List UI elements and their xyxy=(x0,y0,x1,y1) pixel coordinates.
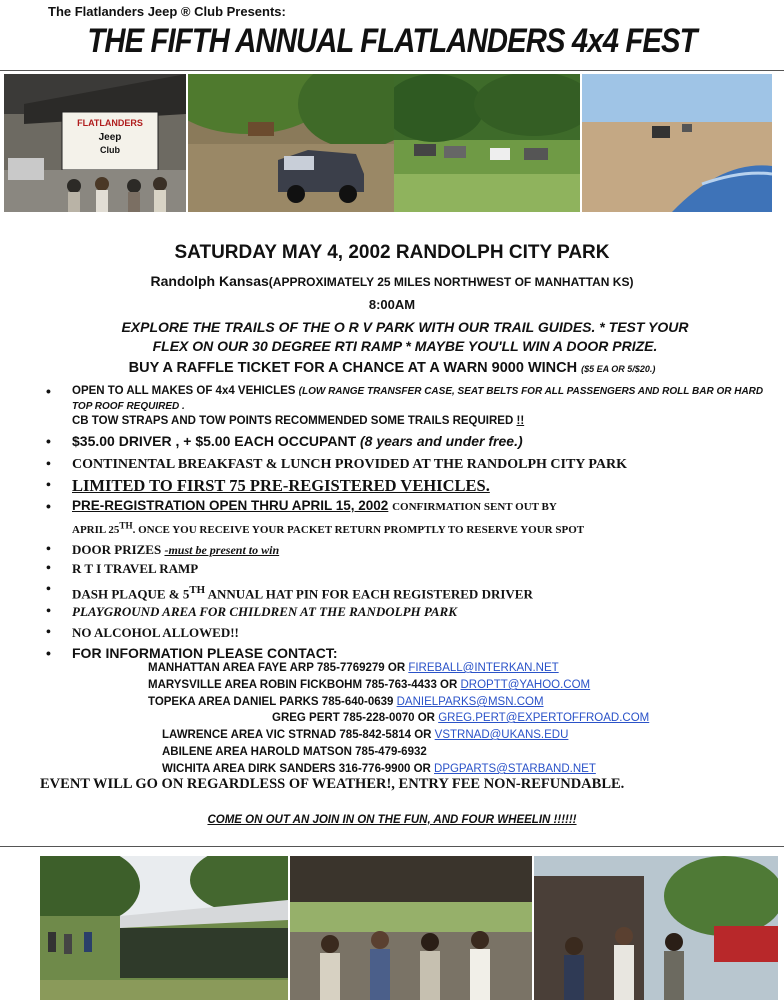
photo-picnic-crowd xyxy=(290,856,532,1000)
explore-text xyxy=(40,318,770,356)
raffle-text: BUY A RAFFLE TICKET FOR A CHANCE AT A WARN 9000 WINCH xyxy=(128,360,578,376)
list-item-preregistration xyxy=(46,497,776,540)
fee-note: (8 years and under free.) xyxy=(360,433,523,449)
contact-email-link[interactable]: DPGPARTS@STARBAND.NET xyxy=(434,763,596,775)
list-item-breakfast: • CONTINENTAL BREAKFAST & LUNCH PROVIDED AT THE RANDOLPH CITY PARK xyxy=(46,455,776,475)
vehicles-bang: !! xyxy=(516,415,525,427)
prereg-confirm: CONFIRMATION SENT OUT BY xyxy=(392,501,557,513)
list-item-info xyxy=(46,643,776,663)
contact-topeka xyxy=(148,696,544,708)
explore-line-2: FLEX ON OUR 30 DEGREE RTI RAMP * MAYBE YOU'LL WIN A DOOR PRIZE. xyxy=(152,338,658,354)
event-title: THE FIFTH ANNUAL FLATLANDERS 4x4 FEST xyxy=(87,22,697,60)
contact-email-link[interactable]: DROPTT@YAHOO.COM xyxy=(460,679,591,691)
contact-details: WICHITA AREA DIRK SANDERS 316-776-9900 OR xyxy=(162,763,435,775)
contact-email-link[interactable]: VSTRNAD@UKANS.EDU xyxy=(434,729,569,741)
contact-abilene xyxy=(162,746,427,758)
dash-sup: TH xyxy=(189,584,206,596)
contact-details: TOPEKA AREA DANIEL PARKS 785-640-0639 xyxy=(148,696,397,708)
contact-email-link[interactable]: DANIELPARKS@MSN.COM xyxy=(396,696,544,708)
photo-club-tent xyxy=(4,74,186,212)
city-note: (APPROXIMATELY 25 MILES NORTHWEST OF MANHATTAN KS) xyxy=(268,275,634,289)
photo-jeep-hood xyxy=(582,74,772,212)
prereg-reserve: . ONCE YOU RECEIVE YOUR PACKET RETURN PROMPTLY TO RESERVE YOUR SPOT xyxy=(132,523,585,536)
list-item-door-prizes xyxy=(46,540,776,559)
contact-details: ABILENE AREA HAROLD MATSON 785-479-6932 xyxy=(162,746,427,758)
door-text: DOOR PRIZES xyxy=(72,542,165,557)
prereg-date-sup: TH xyxy=(119,520,133,530)
door-note: -must be present to win xyxy=(164,543,280,557)
event-city xyxy=(0,273,784,289)
contact-wichita xyxy=(162,763,596,775)
info-text: FOR INFORMATION PLEASE CONTACT xyxy=(72,645,333,661)
photo-park-shelter xyxy=(40,856,288,1000)
banner-sign-line2: Jeep xyxy=(98,132,122,143)
photo-registration-area xyxy=(534,856,778,1000)
info-colon: : xyxy=(332,645,338,661)
prereg-date: APRIL 25 xyxy=(72,523,120,536)
fee-text: $35.00 DRIVER , + $5.00 EACH OCCUPANT xyxy=(72,433,357,449)
list-item-no-alcohol: • NO ALCOHOL ALLOWED!! xyxy=(46,622,776,643)
list-item-dash-plaque xyxy=(46,579,776,601)
contact-email-link[interactable]: FIREBALL@INTERKAN.NET xyxy=(408,662,559,674)
vehicles-main: OPEN TO ALL MAKES OF 4x4 VEHICLES xyxy=(72,385,296,397)
contact-details: GREG PERT 785-228-0070 OR xyxy=(272,712,439,724)
vehicles-tow: CB TOW STRAPS AND TOW POINTS RECOMMENDED SOME TRAILS REQUIRED xyxy=(72,415,514,427)
photo-pickup-trail xyxy=(188,74,394,212)
contact-details: MANHATTAN AREA FAYE ARP 785-7769279 OR xyxy=(148,662,409,674)
contact-topeka-2 xyxy=(272,712,649,724)
contact-marysville xyxy=(148,679,590,691)
prereg-text: PRE-REGISTRATION OPEN THRU APRIL 15, 2002 xyxy=(72,498,389,513)
explore-line-1: EXPLORE THE TRAILS OF THE O R V PARK WITH OUR TRAIL GUIDES. * TEST YOUR xyxy=(121,319,689,335)
dash-text: DASH PLAQUE & 5 xyxy=(72,586,190,602)
contact-details: MARYSVILLE AREA ROBIN FICKBOHM 785-763-4433 OR xyxy=(148,679,461,691)
list-item-limited: • LIMITED TO FIRST 75 PRE-REGISTERED VEHICLES. xyxy=(46,475,776,497)
banner-sign-line3: Club xyxy=(100,145,120,155)
weather-notice: EVENT WILL GO ON REGARDLESS OF WEATHER!, ENTRY FEE NON-REFUNDABLE. xyxy=(40,776,625,792)
event-date-location: SATURDAY MAY 4, 2002 RANDOLPH CITY PARK xyxy=(174,242,610,263)
city-name: Randolph Kansas xyxy=(150,273,269,289)
contact-lawrence xyxy=(162,729,568,741)
list-item-vehicles xyxy=(46,384,776,431)
raffle-line xyxy=(0,360,784,376)
raffle-price: ($5 EA OR 5/$20.) xyxy=(581,364,656,374)
prereg-line2 xyxy=(72,520,585,536)
feature-list xyxy=(46,384,776,663)
vehicles-note: (LOW RANGE TRANSFER CASE, SEAT BELTS FOR ALL PASSENGERS AND ROLL BAR OR HARD TOP ROOF REQUIRED . xyxy=(72,386,764,412)
top-divider xyxy=(0,70,784,71)
list-item-fee xyxy=(46,431,776,455)
contact-manhattan xyxy=(148,662,559,674)
dash-rest: ANNUAL HAT PIN FOR EACH REGISTERED DRIVER xyxy=(205,586,533,602)
list-item-playground: • PLAYGROUND AREA FOR CHILDREN AT THE RANDOLPH PARK xyxy=(46,601,776,622)
come-on-out-line: COME ON OUT AN JOIN IN ON THE FUN, AND FOUR WHEELIN !!!!!! xyxy=(207,814,577,826)
banner-sign-line1: FLATLANDERS xyxy=(77,118,143,128)
bottom-divider xyxy=(0,846,784,847)
contact-details: LAWRENCE AREA VIC STRNAD 785-842-5814 OR xyxy=(162,729,435,741)
event-time: 8:00AM xyxy=(368,297,416,312)
contact-email-link[interactable]: GREG.PERT@EXPERTOFFROAD.COM xyxy=(438,712,650,724)
photo-vehicles-field xyxy=(394,74,580,212)
presents-line: The Flatlanders Jeep ® Club Presents: xyxy=(48,4,286,19)
list-item-rti-ramp: • R T I TRAVEL RAMP xyxy=(46,559,776,579)
